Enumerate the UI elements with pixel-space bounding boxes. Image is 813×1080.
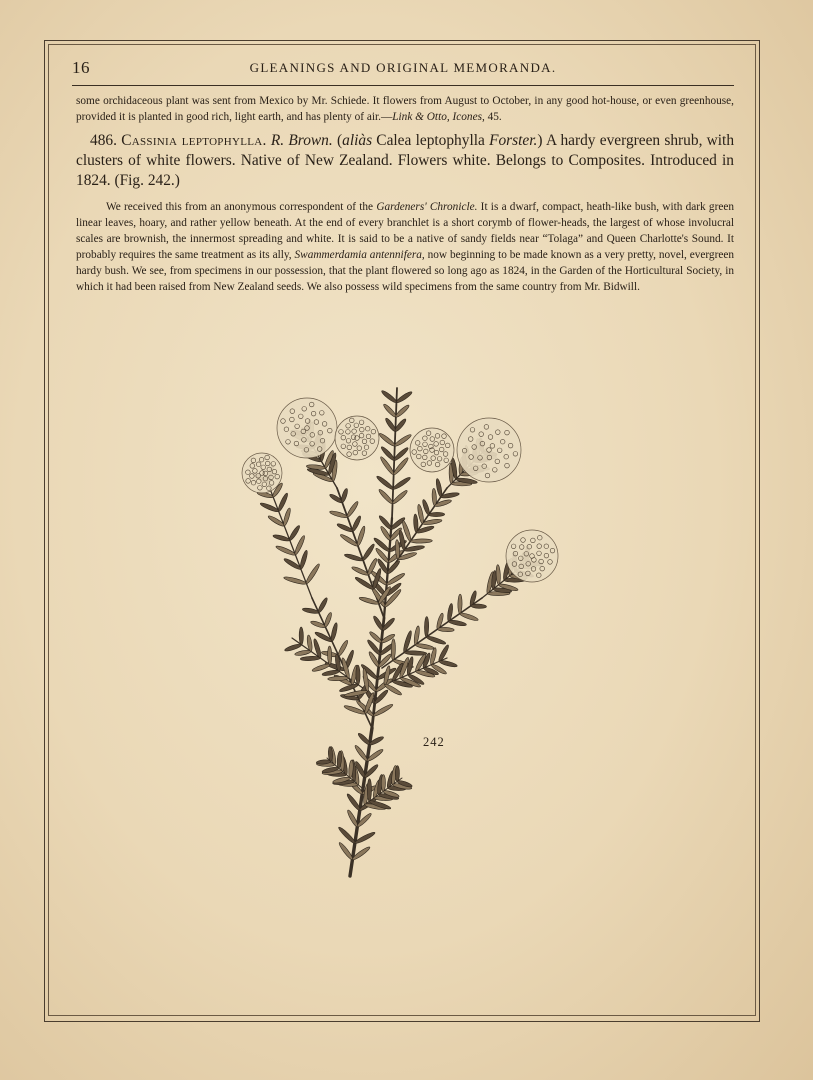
- continuation-citation: Link & Otto, Icones,: [392, 111, 485, 123]
- flower-head: [410, 428, 454, 472]
- alias-word: aliàs: [342, 132, 373, 149]
- flower-head: [506, 530, 558, 582]
- plant-leaf: [471, 604, 487, 609]
- alias-close: ): [537, 132, 543, 149]
- plant-leaf: [395, 766, 399, 782]
- plant-leaf: [310, 620, 326, 629]
- plant-leaf: [327, 646, 331, 665]
- plant-leaf: [330, 622, 338, 641]
- entry-number: 486.: [90, 132, 117, 149]
- plant-leaf: [394, 433, 413, 447]
- plant-leaf: [381, 775, 385, 792]
- plant-leaf: [337, 826, 356, 845]
- plant-leaf: [323, 612, 332, 628]
- plant-leaf: [282, 507, 291, 526]
- plant-leaf: [361, 543, 375, 561]
- flower-head: [335, 416, 379, 460]
- plant-leaf: [317, 597, 329, 614]
- plant-leaf: [354, 744, 369, 762]
- page-number: 16: [72, 58, 90, 77]
- plant-leaf: [299, 627, 303, 645]
- plant-leaf: [437, 627, 454, 632]
- plant-leaf: [413, 514, 418, 533]
- plant-leaf: [410, 539, 432, 544]
- plant-leaf: [275, 545, 296, 557]
- plant-leaf: [439, 659, 458, 668]
- plant-leaf: [391, 639, 396, 660]
- plant-leaf: [395, 390, 413, 404]
- entry-authority: R. Brown.: [270, 132, 333, 149]
- flower-head: [277, 398, 337, 458]
- plant-leaf: [378, 488, 394, 505]
- body-part-3: now beginning to be made known as a very pretty, novel, evergreen hardy bush. We see, from specimens in our possession, that the plant flowered so long ago as 1824, in the Garden of the Horticultural Society, in which it had been raised from New Zealand seeds. We also possess wild specimens from the same country from Mr. Bidwill.: [76, 249, 735, 293]
- continuation-paragraph: [76, 93, 734, 125]
- entry-heading: [76, 131, 734, 191]
- plant-leaf: [415, 643, 434, 651]
- continuation-citation-page: 45.: [484, 111, 502, 123]
- body-part-2: It is a dwarf, compact, heath-like bush, with dark green linear leaves, hoary, and rather yellow beneath. At the end of every branchlet is a short corymb of flower-heads, the largest of whose involucral scales are brownish, the innermost spreading and white. It is said to be a native of sandy fields near “Tolaga” and Queen Charlotte's Sound. It probably requires the same treatment as its ally,: [76, 201, 735, 261]
- plant-leaf: [459, 612, 479, 622]
- plant-leaf: [496, 565, 501, 585]
- plant-leaf: [299, 550, 309, 570]
- plant-leaf: [416, 525, 435, 535]
- plant-leaf: [458, 594, 463, 613]
- plant-leaf: [294, 649, 311, 656]
- alias-name: Calea leptophylla: [372, 132, 490, 149]
- plant-leaf: [380, 389, 397, 404]
- plant-leaf: [432, 488, 437, 506]
- running-head: [72, 58, 734, 82]
- plant-leaf: [378, 432, 396, 447]
- plant-leaf: [337, 639, 349, 656]
- source-name: Gardeners' Chronicle.: [376, 201, 478, 213]
- header-rule: [72, 85, 734, 86]
- plant-leaf: [338, 841, 354, 861]
- plant-leaf: [340, 488, 349, 503]
- ally-name: Swammerdamia antennifera,: [294, 249, 425, 261]
- plant-leaf: [448, 619, 466, 627]
- plant-leaf: [426, 635, 447, 646]
- cassinia-illustration: [232, 368, 562, 888]
- plant-leaf: [424, 616, 429, 636]
- plant-leaf: [356, 665, 360, 685]
- plant-leaf: [288, 524, 301, 541]
- plant-leaf: [392, 476, 411, 491]
- running-title: GLEANINGS AND ORIGINAL MEMORANDA.: [249, 60, 557, 75]
- plant-leaf: [378, 515, 393, 531]
- alias-open: (: [336, 132, 343, 149]
- plant-leaf: [382, 403, 397, 418]
- plant-leaf: [277, 492, 289, 512]
- plant-leaf: [367, 779, 371, 802]
- plant-leaf: [376, 475, 395, 491]
- plant-leaf: [356, 526, 366, 547]
- plant-leaf: [434, 499, 452, 508]
- entry-name: Cassinia leptophylla.: [121, 132, 267, 149]
- alias-authority: Forster.: [489, 132, 538, 149]
- plant-leaf: [300, 656, 320, 661]
- plant-leaf: [346, 793, 362, 812]
- plant-leaf: [346, 500, 360, 518]
- figure-label: 242: [423, 735, 445, 749]
- body-paragraph: [76, 199, 734, 295]
- entry-description: A hardy evergreen shrub, with clusters of white flowers. Native of New Zealand. Flowers white. Belongs to Composites. Introduced in 1824. (Fig. 242.): [76, 132, 735, 189]
- plant-leaf: [305, 563, 321, 585]
- plant-leaf: [351, 515, 362, 532]
- plant-leaf: [429, 512, 445, 517]
- plant-leaf: [284, 643, 302, 653]
- body-part-1: We received this from an anonymous correspondent of the: [106, 201, 377, 213]
- continuation-text: some orchidaceous plant was sent from Mexico by Mr. Schiede. It flowers from August to October, in any good hot-house, or even greenhouse, provided it is planted in good rich, light earth, and has plenty of air.—: [76, 95, 734, 123]
